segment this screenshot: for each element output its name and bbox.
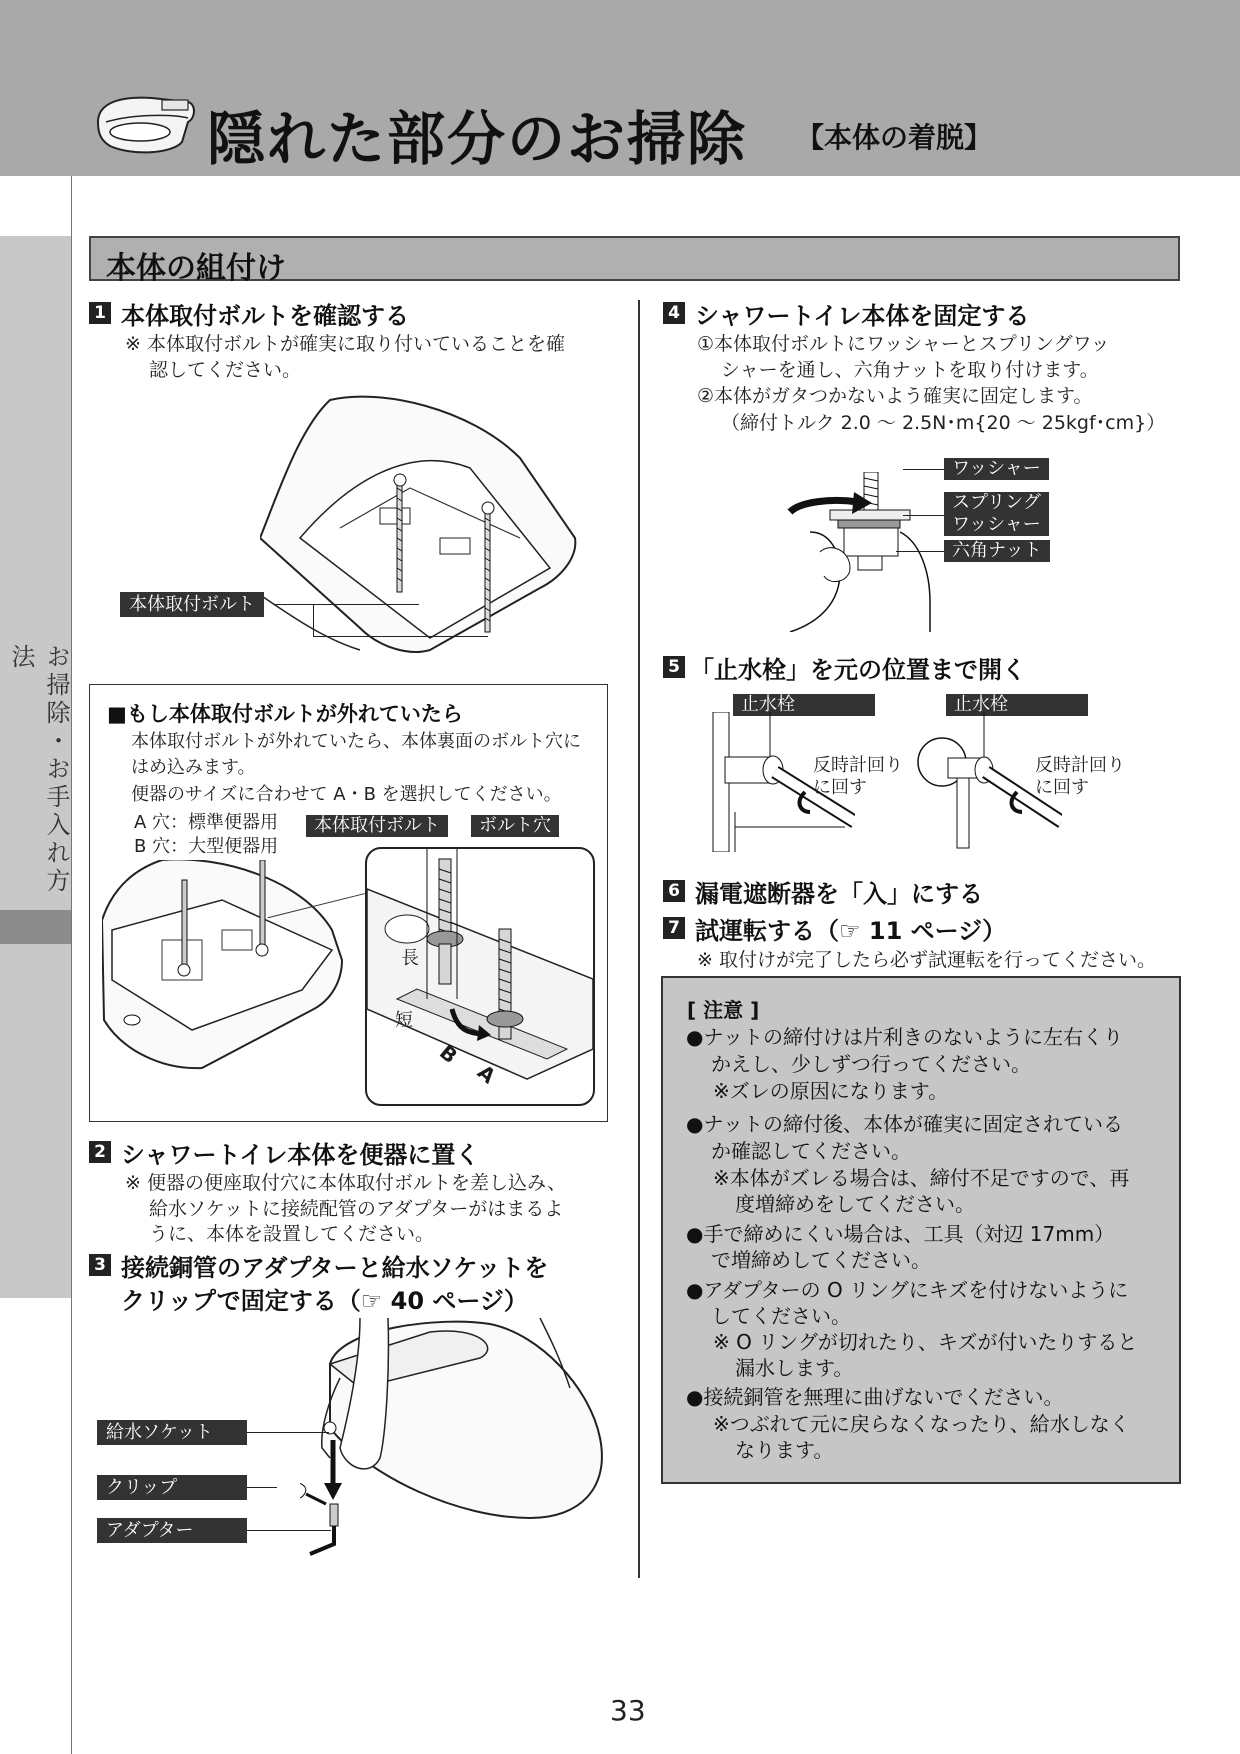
step-3-title-line-1: 接続銅管のアダプターと給水ソケットを (121, 1254, 549, 1282)
caution-line-12: ※ O リングが切れたり、キズが付いたりすると (713, 1330, 1138, 1354)
ccw-label-right-1: 反時計回り (1035, 755, 1125, 776)
side-tab-label: お掃除・お手入れ方法 (7, 644, 70, 896)
caution-line-9: で増締めしてください。 (711, 1248, 931, 1272)
caution-line-2: かえし、少しずつ行ってください。 (711, 1052, 1031, 1076)
subbox-line-3: 便器のサイズに合わせて A・B を選択してください。 (131, 784, 562, 805)
step-2-note-line-2: 給水ソケットに接続配管のアダプターがはまるよ (149, 1198, 564, 1220)
subbox-title: ■もし本体取付ボルトが外れていたら (107, 702, 463, 726)
hole-b-mark: B (435, 1039, 463, 1069)
step-4-title: シャワートイレ本体を固定する (695, 302, 1030, 330)
caution-line-6: ※本体がズレる場合は、締付不足ですので、再 (713, 1166, 1130, 1190)
section-title: 本体の組付け (106, 251, 286, 286)
column-divider (638, 300, 640, 1578)
step-1-note-line-1: ※ 本体取付ボルトが確実に取り付いていることを確 (125, 333, 565, 355)
short-label: 短 (395, 1010, 413, 1031)
caution-line-16: なります。 (735, 1438, 834, 1462)
caution-line-7: 度増締めをしてください。 (735, 1192, 975, 1216)
step-number-4: 4 (663, 302, 685, 324)
step-4-line-4: （締付トルク 2.0 ～ 2.5N･m{20 ～ 25kgf･cm}） (721, 412, 1166, 434)
step-6-title: 漏電遮断器を「入」にする (695, 880, 983, 908)
caution-line-1: ●ナットの締付けは片利きのないように左右くり (686, 1025, 1124, 1049)
step-2-note-line-1: ※ 便器の便座取付穴に本体取付ボルトを差し込み、 (125, 1172, 567, 1194)
caution-line-15: ※つぶれて元に戻らなくなったり、給水しなく (713, 1412, 1130, 1436)
subbox-line-2: はめ込みます。 (131, 757, 256, 778)
step-5-title: 「止水栓」を元の位置まで開く (690, 656, 1026, 684)
bolt-callout-label: 本体取付ボルト (120, 592, 264, 617)
spring-washer-label-1: スプリング (944, 492, 1049, 514)
ccw-label-right-2: に回す (1035, 777, 1089, 798)
adapter-label: アダプター (97, 1518, 247, 1543)
step-1-title: 本体取付ボルトを確認する (121, 302, 409, 330)
page-title: 隠れた部分のお掃除 (207, 105, 748, 173)
bolt-hole-label: ボルト穴 (471, 815, 559, 837)
hole-a-mark: A (473, 1059, 501, 1089)
caution-line-10: ●アダプターの O リングにキズを付けないように (686, 1278, 1129, 1302)
step-number-6: 6 (663, 880, 685, 902)
caution-line-8: ●手で締めにくい場合は、工具（対辺 17mm） (686, 1222, 1115, 1246)
bolt-hole-detail-illustration (367, 849, 593, 1104)
page-number: 33 (610, 1694, 646, 1727)
caution-line-3: ※ズレの原因になります。 (713, 1079, 949, 1103)
bolt-leader-line (313, 636, 488, 637)
subbox-line-1: 本体取付ボルトが外れていたら、本体裏面のボルト穴に (131, 731, 581, 752)
ccw-label-left-2: に回す (813, 777, 867, 798)
step-4-line-1: ①本体取付ボルトにワッシャーとスプリングワッ (697, 333, 1110, 355)
caution-line-4: ●ナットの締付後、本体が確実に固定されている (686, 1112, 1124, 1136)
step-2-title: シャワートイレ本体を便器に置く (121, 1141, 480, 1169)
toilet-seat-icon (92, 92, 200, 158)
step-4-line-2: シャーを通し、六角ナットを取り付けます。 (721, 359, 1099, 381)
step-number-1: 1 (89, 302, 111, 324)
page-subtitle: 【本体の着脱】 (796, 121, 993, 154)
stop-valve-label-right: 止水栓 (946, 694, 1088, 716)
hole-a-description: A 穴：標準便器用 (134, 812, 279, 833)
step-2-note-line-3: うに、本体を設置してください。 (149, 1223, 435, 1245)
step-4-line-3: ②本体がガタつかないよう確実に固定します。 (697, 385, 1093, 407)
side-tab-marker (0, 910, 71, 944)
seat-placement-illustration (300, 1318, 620, 1558)
washer-label: ワッシャー (944, 458, 1049, 480)
caution-line-11: してください。 (711, 1304, 851, 1328)
clip-label: クリップ (97, 1475, 247, 1500)
step-number-2: 2 (89, 1141, 111, 1163)
caution-line-13: 漏水します。 (735, 1356, 854, 1380)
spring-washer-label-2: ワッシャー (944, 514, 1049, 536)
step-number-5: 5 (663, 656, 685, 678)
nut-tightening-illustration (780, 472, 950, 632)
bolt-leader-line (313, 604, 314, 636)
caution-line-5: か確認してください。 (711, 1139, 911, 1163)
stop-valve-label-left: 止水栓 (733, 694, 875, 716)
step-3-title-line-2: クリップで固定する（☞ 40 ページ） (121, 1287, 528, 1315)
water-socket-label: 給水ソケット (97, 1420, 247, 1445)
hex-nut-leader (896, 551, 944, 552)
caution-line-14: ●接続銅管を無理に曲げないでください。 (686, 1385, 1064, 1409)
clip-leader (247, 1487, 277, 1488)
bolt-leader-line (273, 604, 419, 605)
step-number-7: 7 (663, 917, 685, 939)
seat-underside-illustration (260, 388, 580, 658)
zoom-inset (365, 847, 595, 1106)
spring-washer-leader (903, 515, 944, 516)
subbox-bolt-label: 本体取付ボルト (306, 815, 448, 837)
hole-b-description: B 穴：大型便器用 (134, 836, 279, 857)
washer-leader (903, 469, 944, 470)
long-label: 長 (401, 948, 419, 969)
bolt-hole-overview-illustration (102, 860, 352, 1070)
caution-title: [ 注意 ] (687, 998, 760, 1022)
step-7-note: ※ 取付けが完了したら必ず試運転を行ってください。 (697, 949, 1156, 971)
water-socket-leader (247, 1432, 329, 1433)
adapter-leader (247, 1530, 331, 1531)
step-1-note-line-2: 認してください。 (149, 359, 302, 381)
step-7-title: 試運転する（☞ 11 ページ） (695, 917, 1007, 945)
ccw-label-left-1: 反時計回り (813, 755, 903, 776)
step-number-3: 3 (89, 1254, 111, 1276)
hex-nut-label: 六角ナット (944, 540, 1050, 562)
margin-line (71, 176, 72, 1754)
